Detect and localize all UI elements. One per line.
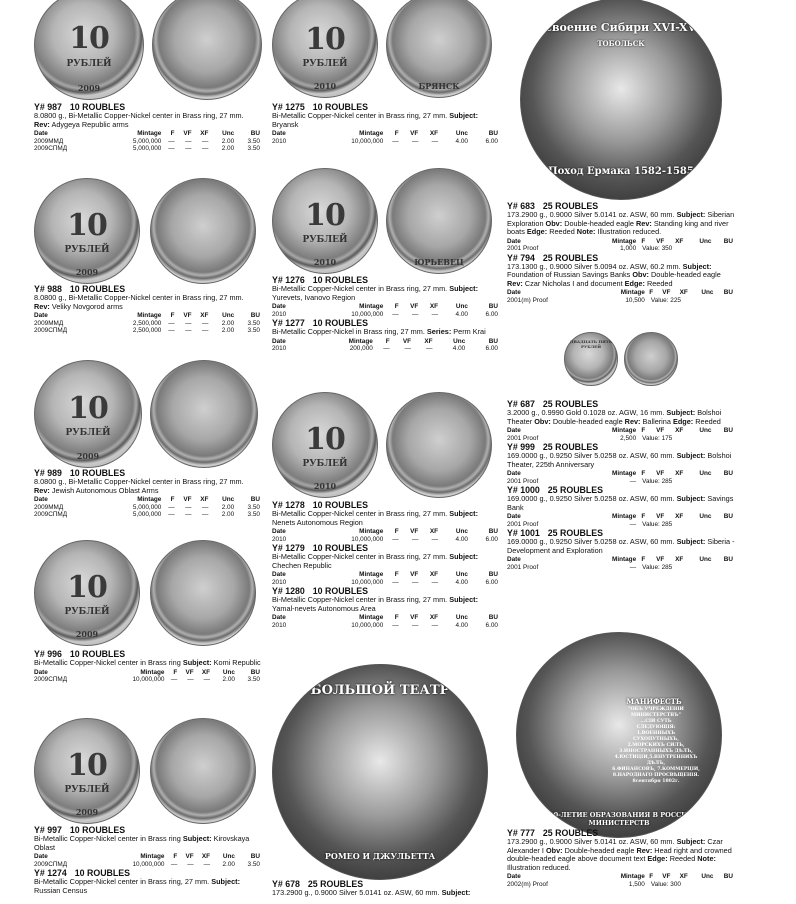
table-row: 2010 10,000,000 — — — 4.00 6.00 xyxy=(272,621,498,629)
subject-label: Subject: xyxy=(182,834,212,843)
rev-text: Veliky Novgorod arms xyxy=(51,301,123,311)
coin-reverse-image xyxy=(386,392,492,498)
coin-description: 173.2900 g., 0.9000 Silver 5.0141 oz. ASW, 60 mm. xyxy=(507,210,675,219)
table-row: 2001 Proof — Value: 285 xyxy=(507,477,673,485)
obv-text: Double-headed eagle xyxy=(564,845,635,855)
subject-label: Subject: xyxy=(441,888,471,897)
subject-text: Yamal-nevets Autonomous Area xyxy=(272,603,376,613)
subject-label: Subject: xyxy=(449,552,479,561)
coin-description: Bi-Metallic Copper-Nickel center in Brass ring, 27 mm. xyxy=(272,552,448,561)
column-1 xyxy=(0,0,262,904)
mintage-table: Date Mintage F VF XF Unc BU 2010 10,000,000 — — — 4.00 6.00 xyxy=(272,614,498,629)
subject-label: Subject: xyxy=(676,210,706,219)
catalog-entry-y987 xyxy=(34,102,262,152)
denomination: 10 ROUBLES xyxy=(312,500,369,510)
coin-legend-bottom: 200-ЛЕТИЕ ОБРАЗОВАНИЯ В РОССИИ МИНИСТЕРСТВ xyxy=(544,811,694,827)
coin-denomination: 10 xyxy=(305,198,345,234)
obv-text: Double-headed eagle xyxy=(564,218,634,228)
catalog-number: Y# 794 xyxy=(507,252,535,263)
coin-description: Bi-Metallic Copper-Nickel center in Brass ring, 27 mm. xyxy=(272,509,448,518)
catalog-number: Y# 1274 xyxy=(34,868,67,878)
catalog-entry-y777 xyxy=(507,828,737,888)
coin-description: Bi-Metallic Copper-Nickel in Brass ring, 27 mm. xyxy=(272,327,425,336)
mintage-table: Date Mintage F VF XF Unc BU 2009ММД 2,500,000 — — — 2.00 3.50 2009СПМД 2,500,000 — — — 2.00 3.50 xyxy=(34,312,260,334)
coin-obverse-image xyxy=(34,178,140,284)
coin-year: 2009 xyxy=(75,266,99,277)
subject-label: Subject: xyxy=(449,509,479,518)
catalog-number: Y# 988 xyxy=(34,284,62,294)
coin-obverse-image xyxy=(272,168,378,274)
coin-obverse-image xyxy=(272,0,378,98)
coin-denomination: 10 xyxy=(305,22,345,58)
denomination: 10 ROUBLES xyxy=(69,468,126,478)
coin-obverse-image xyxy=(34,718,140,824)
denomination: 10 ROUBLES xyxy=(69,649,126,659)
mintage-table: Date Mintage F VF XF Unc BU 2009ММД 5,000,000 — — — 2.00 3.50 2009СПМД 5,000,000 — — — 2.00 3.50 xyxy=(34,130,260,152)
coin-year: 2009 xyxy=(77,82,101,93)
subject-text: Yurevets, Ivanovo Region xyxy=(272,292,356,302)
coin-description: 169.0000 g., 0.9250 Silver 5.0258 oz. ASW, 60 mm. xyxy=(507,451,675,460)
coin-description: 169.0000 g., 0.9250 Silver 5.0258 oz. ASW, 60 mm. xyxy=(507,494,675,503)
mintage-table: Date Mintage F VF XF Unc BU 2001 Proof 1,000 Value: 350 xyxy=(507,237,733,253)
rev-label: Rev: xyxy=(636,845,653,855)
rev-text: Jewish Autonomous Oblast Arms xyxy=(51,485,159,495)
coin-denomination: 10 xyxy=(69,21,109,57)
table-row: 2010 10,000,000 — — — 4.00 6.00 xyxy=(272,137,498,145)
mintage-table: Date Mintage F VF XF Unc BU 2010 10,000,000 — — — 4.00 6.00 xyxy=(272,528,498,543)
subject-text: Chechen Republic xyxy=(272,560,332,570)
denomination: 25 ROUBLES xyxy=(542,252,599,263)
coin-obverse-image xyxy=(34,540,140,646)
mintage-table: Date Mintage F VF XF Unc BU 2001(m) Proof 10,500 Value: 225 xyxy=(507,289,733,304)
rev-label: Rev: xyxy=(507,278,523,288)
coin-legend: БРЯНСК xyxy=(418,80,460,91)
coin-year: 2009 xyxy=(76,450,100,461)
obv-label: Obv: xyxy=(545,218,563,228)
subject-text: Siberia - Development and Exploration xyxy=(507,537,735,555)
denomination: 25 ROUBLES xyxy=(542,201,599,211)
coin-description: 169.0000 g., 0.9250 Silver 5.0258 oz. ASW, 60 mm. xyxy=(507,537,675,546)
subject-text: Bryansk xyxy=(272,119,299,129)
catalog-number: Y# 1001 xyxy=(507,528,540,538)
catalog-entry-y996 xyxy=(34,649,262,683)
subject-text: Siberian Exploration xyxy=(507,210,735,228)
denomination: 25 ROUBLES xyxy=(547,528,604,538)
coin-year: 2009 xyxy=(75,628,99,639)
coin-description: 173.2900 g., 0.9000 Silver 5.0141 oz. ASW, 60 mm. xyxy=(272,888,440,897)
coin-currency: РУБЛЕЙ xyxy=(65,427,111,438)
table-row: 2010 10,000,000 — — — 4.00 6.00 xyxy=(272,535,498,543)
rev-text: Czar Nicholas I and document xyxy=(524,278,623,288)
coin-obverse-image xyxy=(564,332,618,386)
edge-label: Edge: xyxy=(526,227,548,237)
coin-obverse-image xyxy=(34,360,142,468)
coin-denomination: 10 xyxy=(67,748,107,784)
catalog-number: Y# 683 xyxy=(507,201,535,211)
note-text: Illustration reduced. xyxy=(507,862,571,872)
catalog-number: Y# 1279 xyxy=(272,543,305,553)
coin-description: 8.0800 g., Bi-Metallic Copper-Nickel center in Brass ring, 27 mm. xyxy=(34,111,244,120)
coin-reverse-image xyxy=(386,168,492,274)
subject-label: Subject: xyxy=(676,494,706,503)
denomination: 10 ROUBLES xyxy=(69,284,126,294)
catalog-entry-y678 xyxy=(272,879,508,898)
edge-label: Edge: xyxy=(672,416,694,426)
catalog-entry-y988 xyxy=(34,284,262,334)
edge-text: Reeded xyxy=(669,854,696,864)
coin-legend-top: БОЛЬШОЙ ТЕАТР xyxy=(310,683,450,698)
mintage-table: Date Mintage F VF XF Unc BU 2010 10,000,000 — — — 4.00 6.00 xyxy=(272,130,498,145)
coin-reverse-image xyxy=(152,0,262,100)
coin-description: Bi-Metallic Copper-Nickel center in Brass ring, 27 mm. xyxy=(272,595,448,604)
subject-text: Bolshoi Theater, 225th Anniversary xyxy=(507,451,732,469)
table-row: 2009ММД 5,000,000 — — — 2.00 3.50 xyxy=(34,503,260,511)
mintage-table: Date Mintage F VF XF Unc BU 2001 Proof 2,500 Value: 175 xyxy=(507,427,733,442)
catalog-entry-y1278 xyxy=(272,500,500,629)
denomination: 25 ROUBLES xyxy=(542,442,599,452)
coin-manifest-title: МАНИФЕСТЬ xyxy=(626,697,682,706)
coin-legend-bottom: Поход Ермака 1582-1585 xyxy=(548,166,694,177)
table-row: 2009СПМД 5,000,000 — — — 2.00 3.50 xyxy=(34,511,260,518)
coin-obverse-image xyxy=(272,392,378,498)
mintage-table: Date Mintage F VF XF Unc BU 2001 Proof — Value: 285 xyxy=(507,556,733,571)
subject-label: Subject: xyxy=(682,261,712,271)
catalog-number: Y# 1000 xyxy=(507,485,540,495)
catalog-entry-y683 xyxy=(507,201,737,304)
subject-text: Bolshoi Theater xyxy=(507,408,722,426)
subject-label: Subject: xyxy=(182,658,212,667)
siberia-exploration-coin-image xyxy=(520,0,722,200)
edge-text: Reeded xyxy=(695,416,721,426)
subject-text: Czar Alexander I xyxy=(507,837,723,855)
coin-denomination: 10 xyxy=(67,570,107,606)
subject-label: Subject: xyxy=(676,837,706,846)
catalog-number: Y# 989 xyxy=(34,468,62,478)
coin-description: Bi-Metallic Copper-Nickel center in Brass ring xyxy=(34,658,181,667)
denomination: 10 ROUBLES xyxy=(312,543,369,553)
mintage-table: Date Mintage F VF XF Unc BU 2009СПМД 10,000,000 — — — 2.00 3.50 xyxy=(34,853,260,868)
denomination: 10 ROUBLES xyxy=(69,825,126,835)
coin-year: 2009 xyxy=(75,806,99,817)
catalog-entry-y1275 xyxy=(272,102,500,145)
catalog-number: Y# 1277 xyxy=(272,318,305,328)
denomination: 25 ROUBLES xyxy=(542,828,599,838)
coin-currency: РУБЛЕЙ xyxy=(302,234,348,245)
rev-text: Standing king and river boats xyxy=(507,218,729,237)
obv-text: Double-headed eagle xyxy=(552,416,623,426)
coin-legend-top: Освоение Сибири XVI-XVII xyxy=(535,21,707,34)
coin-year: 2010 xyxy=(313,480,337,491)
rev-label: Rev: xyxy=(34,301,50,311)
mintage-table: Date Mintage F VF XF Unc BU 2010 200,000 — — — 4.00 6.00 xyxy=(272,337,498,352)
subject-text: Foundation of Russian Savings Banks xyxy=(507,270,631,280)
coin-description: 3.2000 g., 0.9990 Gold 0.1028 oz. AGW, 16 mm. xyxy=(507,408,665,417)
coin-currency: РУБЛЕЙ xyxy=(64,784,110,795)
subject-label: Subject: xyxy=(676,537,706,546)
catalog-number: Y# 1275 xyxy=(272,102,305,112)
edge-text: Reeded xyxy=(646,278,673,288)
coin-currency: РУБЛЕЙ xyxy=(302,458,348,469)
table-row: 2009СПМД 2,500,000 — — — 2.00 3.50 xyxy=(34,327,260,334)
table-row: 2009СПМД 10,000,000 — — — 2.00 3.50 xyxy=(34,860,260,868)
mintage-table: Date Mintage F VF XF Unc BU 2010 10,000,000 — — — 4.00 6.00 xyxy=(272,303,498,318)
mintage-table: Date Mintage F VF XF Unc BU 2001 Proof — Value: 285 xyxy=(507,513,733,528)
rev-label: Rev: xyxy=(624,416,641,426)
mintage-table: Date Mintage F VF XF Unc BU 2001 Proof — Value: 285 xyxy=(507,470,733,485)
rev-label: Rev: xyxy=(34,119,50,129)
coin-reverse-image xyxy=(150,540,256,646)
mintage-table: Date Mintage F VF XF Unc BU 2010 10,000,000 — — — 4.00 6.00 xyxy=(272,571,498,586)
table-row: 2009СПМД 10,000,000 — — — 2.00 3.50 xyxy=(34,676,260,683)
catalog-number: Y# 999 xyxy=(507,442,535,452)
mintage-table: Date Mintage F VF XF Unc BU 2009ММД 5,000,000 — — — 2.00 3.50 2009СПМД 5,000,000 — — — 2.00 3.50 xyxy=(34,496,260,518)
obv-label: Obv: xyxy=(545,845,563,855)
coin-currency: РУБЛЕЙ xyxy=(64,244,110,255)
table-row: 2009ММД 2,500,000 — — — 2.00 3.50 xyxy=(34,319,260,327)
mintage-table: Date Mintage F VF XF Unc BU 2002(m) Proof 1,500 Value: 300 xyxy=(507,873,733,888)
subject-label: Subject: xyxy=(676,451,706,460)
coin-description: Bi-Metallic Copper-Nickel center in Brass ring, 27 mm. xyxy=(272,284,448,293)
coin-obverse-image xyxy=(34,0,144,100)
edge-text: Reeded xyxy=(549,227,575,237)
coin-description: Bi-Metallic Copper-Nickel center in Brass ring, 27 mm. xyxy=(272,111,448,120)
rev-text: Head right and crowned double-headed eagle above document text xyxy=(507,845,732,864)
denomination: 25 ROUBLES xyxy=(542,399,599,409)
column-2 xyxy=(262,0,502,904)
subject-text: Savings Bank xyxy=(507,494,734,512)
coin-description: 8.0800 g., Bi-Metallic Copper-Nickel center in Brass ring, 27 mm. xyxy=(34,477,244,486)
subject-text: Kirovskaya Oblast xyxy=(34,834,250,852)
coin-manifest-text: "ОБЪ УЧРЕЖДЕНIИ МИНИСТЕРСТВЪ" ...СIИ СУТЬ СЛЕДУЮЩIЯ: 1.ВОЕННЫХЪ СУХОПУТНЫХЪ, 2.МОРСКИХЪ СИЛЪ, 3.ИНОСТРАННЫХЪ ДѢЛЪ, 4.ЮСТИЦIИ,5.ВНУТРЕННИХЪ ДѢЛЪ, 6.ФИНАНСОВЪ, 7.КОММЕРЦIИ, 8.НАРОДНАГО ПРОСВѢЩЕНIЯ. 8сентября 1802г. xyxy=(612,707,700,784)
catalog-number: Y# 1276 xyxy=(272,275,305,285)
mintage-table: Date Mintage F VF XF Unc BU 2009СПМД 10,000,000 — — — 2.00 3.50 xyxy=(34,668,260,683)
note-label: Note: xyxy=(576,227,596,237)
coin-currency: РУБЛЕЙ xyxy=(302,58,348,69)
coin-legend: ЮРЬЕВЕЦ xyxy=(414,256,464,267)
denomination: 10 ROUBLES xyxy=(312,318,369,328)
coin-legend-bottom: РОМЕО И ДЖУЛЬЕТТА xyxy=(324,851,436,861)
coin-legend: ДВАДЦАТЬ ПЯТЬ РУБЛЕЙ xyxy=(569,339,613,349)
note-label: Note: xyxy=(697,854,716,864)
table-row: 2001 Proof 2,500 Value: 175 xyxy=(507,434,673,442)
table-row: 2010 200,000 — — — 4.00 6.00 xyxy=(272,345,498,352)
table-row: 2010 10,000,000 — — — 4.00 6.00 xyxy=(272,578,498,586)
catalog-number: Y# 678 xyxy=(272,879,300,889)
denomination: 25 ROUBLES xyxy=(547,485,604,495)
coin-year: 2010 xyxy=(313,80,337,91)
subject-text: Komi Republic xyxy=(213,658,261,667)
denomination: 25 ROUBLES xyxy=(307,879,364,889)
coin-currency: РУБЛЕЙ xyxy=(66,59,112,70)
coin-description: Bi-Metallic Copper-Nickel center in Brass ring, 27 mm. xyxy=(34,877,210,886)
catalog-entry-y687 xyxy=(507,399,737,571)
obv-text: Double-headed eagle xyxy=(651,270,721,280)
table-row: 2001(m) Proof 10,500 Value: 225 xyxy=(507,296,681,304)
table-row: 2009ММД 5,000,000 — — — 2.00 3.50 xyxy=(34,137,260,145)
coin-description: Bi-Metallic Copper-Nickel center in Brass ring xyxy=(34,834,181,843)
coin-description: 8.0800 g., Bi-Metallic Copper-Nickel center in Brass ring, 27 mm. xyxy=(34,293,244,302)
ministries-bicentennial-coin-image xyxy=(516,632,722,838)
note-text: Illustration reduced. xyxy=(597,227,662,237)
bolshoi-theater-coin-image xyxy=(272,664,488,880)
coin-reverse-image xyxy=(150,360,258,468)
coin-year: 2010 xyxy=(313,256,337,267)
coin-description: 173.1300 g., 0.9000 Silver 5.0094 oz. ASW, 60.2 mm. xyxy=(507,261,681,271)
obv-label: Obv: xyxy=(534,416,551,426)
denomination: 10 ROUBLES xyxy=(312,102,369,112)
table-row: 2001 Proof — Value: 285 xyxy=(507,563,673,571)
subject-label: Subject: xyxy=(449,111,479,120)
obv-label: Obv: xyxy=(632,270,649,280)
coin-reverse-image xyxy=(150,178,256,284)
column-3 xyxy=(502,0,796,904)
coin-denomination: 10 xyxy=(305,422,345,458)
catalog-number: Y# 1280 xyxy=(272,586,305,596)
series-label: Series: xyxy=(426,327,452,336)
denomination: 10 ROUBLES xyxy=(69,102,126,112)
subject-label: Subject: xyxy=(449,284,479,293)
denomination: 10 ROUBLES xyxy=(312,275,369,285)
coin-currency: РУБЛЕЙ xyxy=(64,606,110,617)
rev-label: Rev: xyxy=(636,218,652,228)
denomination: 10 ROUBLES xyxy=(74,868,131,878)
subject-label: Subject: xyxy=(666,408,696,417)
subject-text: Russian Census xyxy=(34,885,88,895)
coin-description: 173.2900 g., 0.9000 Silver 5.0141 oz. ASW, 60 mm. xyxy=(507,837,675,846)
table-row: 2009СПМД 5,000,000 — — — 2.00 3.50 xyxy=(34,145,260,152)
catalog-entry-y1276 xyxy=(272,275,500,352)
coin-reverse-image xyxy=(150,718,256,824)
denomination: 10 ROUBLES xyxy=(312,586,369,596)
rev-label: Rev: xyxy=(34,485,50,495)
subject-label: Subject: xyxy=(211,877,241,886)
subject-label: Subject: xyxy=(449,595,479,604)
edge-label: Edge: xyxy=(624,278,645,288)
table-row: 2002(m) Proof 1,500 Value: 300 xyxy=(507,880,681,888)
catalog-entry-y997 xyxy=(34,825,262,895)
catalog-entry-y989 xyxy=(34,468,262,518)
table-row: 2001 Proof 1,000 Value: 350 xyxy=(507,245,673,253)
rev-text: Adygeya Republic arms xyxy=(51,119,129,129)
catalog-number: Y# 996 xyxy=(34,649,62,659)
edge-label: Edge: xyxy=(647,854,668,864)
catalog-number: Y# 1278 xyxy=(272,500,305,510)
table-row: 2001 Proof — Value: 285 xyxy=(507,520,673,528)
catalog-number: Y# 777 xyxy=(507,828,535,838)
coin-reverse-image xyxy=(624,332,678,386)
catalog-number: Y# 687 xyxy=(507,399,535,409)
catalog-number: Y# 987 xyxy=(34,102,62,112)
catalog-number: Y# 997 xyxy=(34,825,62,835)
coin-reverse-image xyxy=(386,0,492,98)
coin-legend-mid: ТОБОЛЬСК xyxy=(597,39,645,48)
series-text: Perm Krai xyxy=(453,327,486,336)
table-row: 2010 10,000,000 — — — 4.00 6.00 xyxy=(272,310,498,318)
subject-text: Nenets Autonomous Region xyxy=(272,517,363,527)
coin-denomination: 10 xyxy=(67,208,107,244)
coin-denomination: 10 xyxy=(68,390,108,426)
rev-text: Ballerina xyxy=(642,416,671,426)
